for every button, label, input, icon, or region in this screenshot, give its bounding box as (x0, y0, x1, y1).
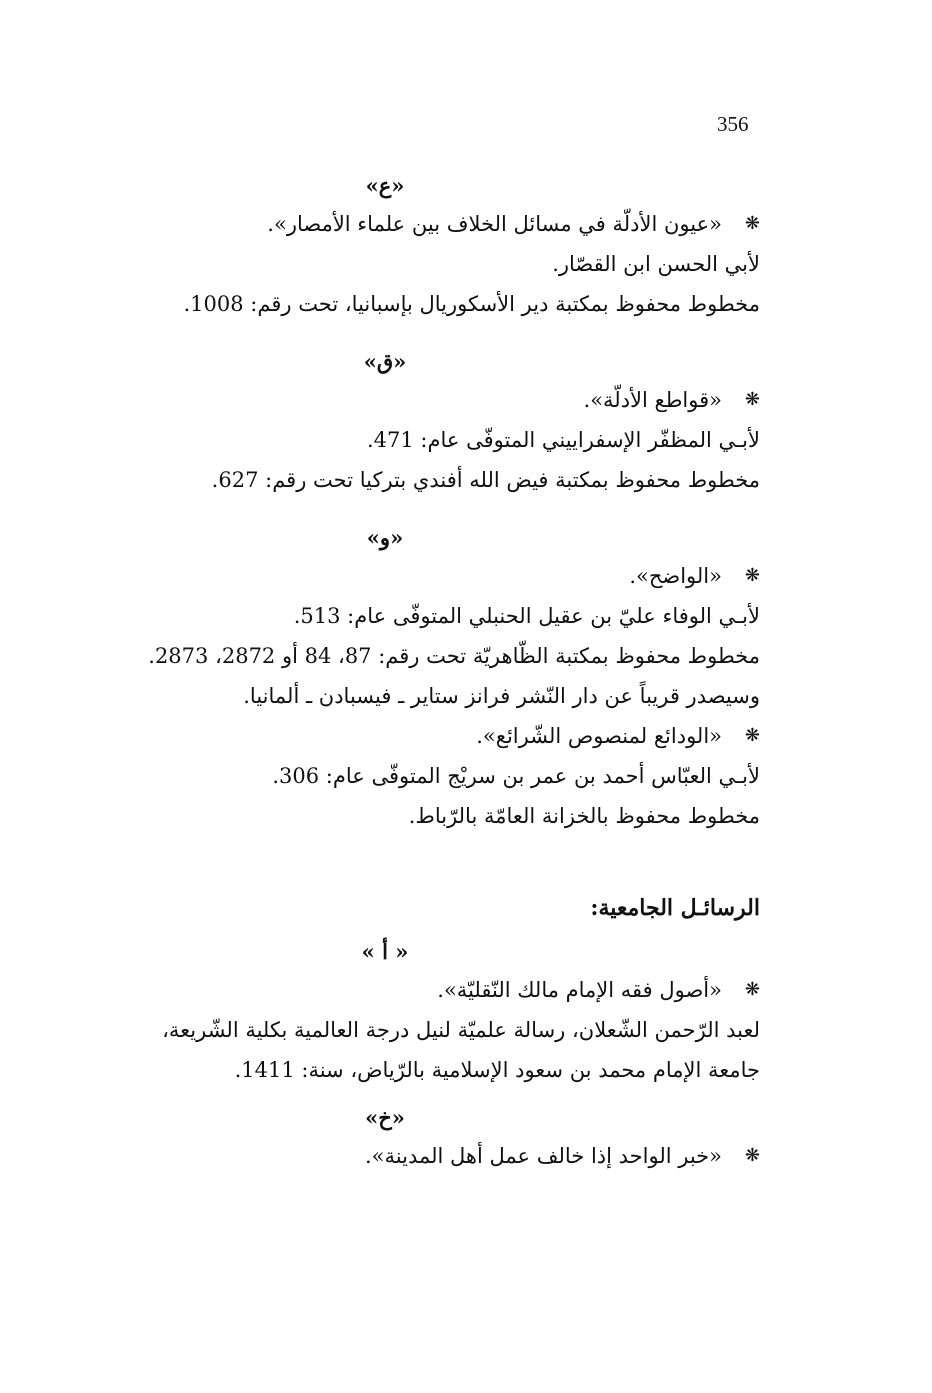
asterism-icon: ❋ (744, 979, 760, 1000)
bibliography-entry (50, 970, 760, 1090)
asterism-icon: ❋ (744, 565, 760, 586)
entry-title-line (50, 380, 760, 420)
asterism-icon: ❋ (744, 389, 760, 410)
entry-manuscript: مخطوط محفوظ بمكتبة دير الأسكوريال بإسبانيا، تحت رقم: 1008. (183, 292, 760, 316)
entry-title-line (50, 556, 760, 596)
entry-title-line (50, 970, 760, 1010)
entry-title-line (50, 716, 760, 756)
page-number: 356 (717, 112, 749, 136)
bibliography-entry (50, 204, 760, 324)
asterism-icon: ❋ (744, 213, 760, 234)
asterism-icon: ❋ (744, 725, 760, 746)
bibliography-entry (50, 1136, 760, 1176)
entry-title: «أصول فقه الإمام مالك النّقليّة». (437, 978, 722, 1002)
entry-title: «عيون الأدلّة في مسائل الخلاف بين علماء الأمصار». (267, 212, 722, 236)
entry-manuscript: مخطوط محفوظ بمكتبة فيض الله أفندي بتركيا تحت رقم: 627. (211, 468, 760, 492)
bibliography-entry (50, 556, 760, 716)
entry-author: لأبـي الوفاء عليّ بن عقيل الحنبلي المتوفّى عام: 513. (293, 604, 760, 628)
entry-author: لأبـي العبّاس أحمد بن عمر بن سريْج المتوفّى عام: 306. (272, 764, 760, 788)
asterism-icon: ❋ (744, 1145, 760, 1166)
letter-heading-waw: «و» (366, 525, 404, 550)
entry-title-line (50, 1136, 760, 1176)
entry-title-line (50, 204, 760, 244)
bibliography-entry (50, 380, 760, 500)
entry-title: «الواضح». (629, 564, 722, 588)
entry-institution: جامعة الإمام محمد بن سعود الإسلامية بالرّياض، سنة: 1411. (234, 1058, 760, 1082)
entry-manuscript: مخطوط محفوظ بالخزانة العامّة بالرّباط. (408, 804, 760, 828)
entry-title: «الودائع لمنصوص الشّرائع». (476, 724, 722, 748)
entry-title: «خبر الواحد إذا خالف عمل أهل المدينة». (364, 1144, 722, 1168)
entry-author: لأبـي المظفّر الإسفراييني المتوفّى عام: 471. (366, 428, 760, 452)
bibliography-entry (50, 716, 760, 836)
entry-manuscript: مخطوط محفوظ بمكتبة الظّاهريّة تحت رقم: 87، 84 أو 2872، 2873. (148, 644, 760, 668)
letter-heading-ain: «ع» (365, 173, 405, 198)
letter-heading-alif: « أ » (361, 939, 409, 964)
entry-author: لأبي الحسن ابن القصّار. (552, 252, 760, 276)
entry-author: لعبد الرّحمن الشّعلان، رسالة علميّة لنيل درجة العالمية بكلية الشّريعة، (162, 1018, 760, 1042)
letter-heading-qaf: «ق» (363, 349, 407, 374)
bibliography-content (50, 168, 760, 1176)
letter-heading-kha: «خ» (365, 1105, 405, 1130)
entry-title: «قواطع الأدلّة». (583, 388, 722, 412)
entry-note: وسيصدر قريباً عن دار النّشر فرانز ستاير ـ فيسبادن ـ ألمانيا. (243, 684, 760, 708)
section-title: الرسائـل الجامعية: (590, 895, 760, 921)
